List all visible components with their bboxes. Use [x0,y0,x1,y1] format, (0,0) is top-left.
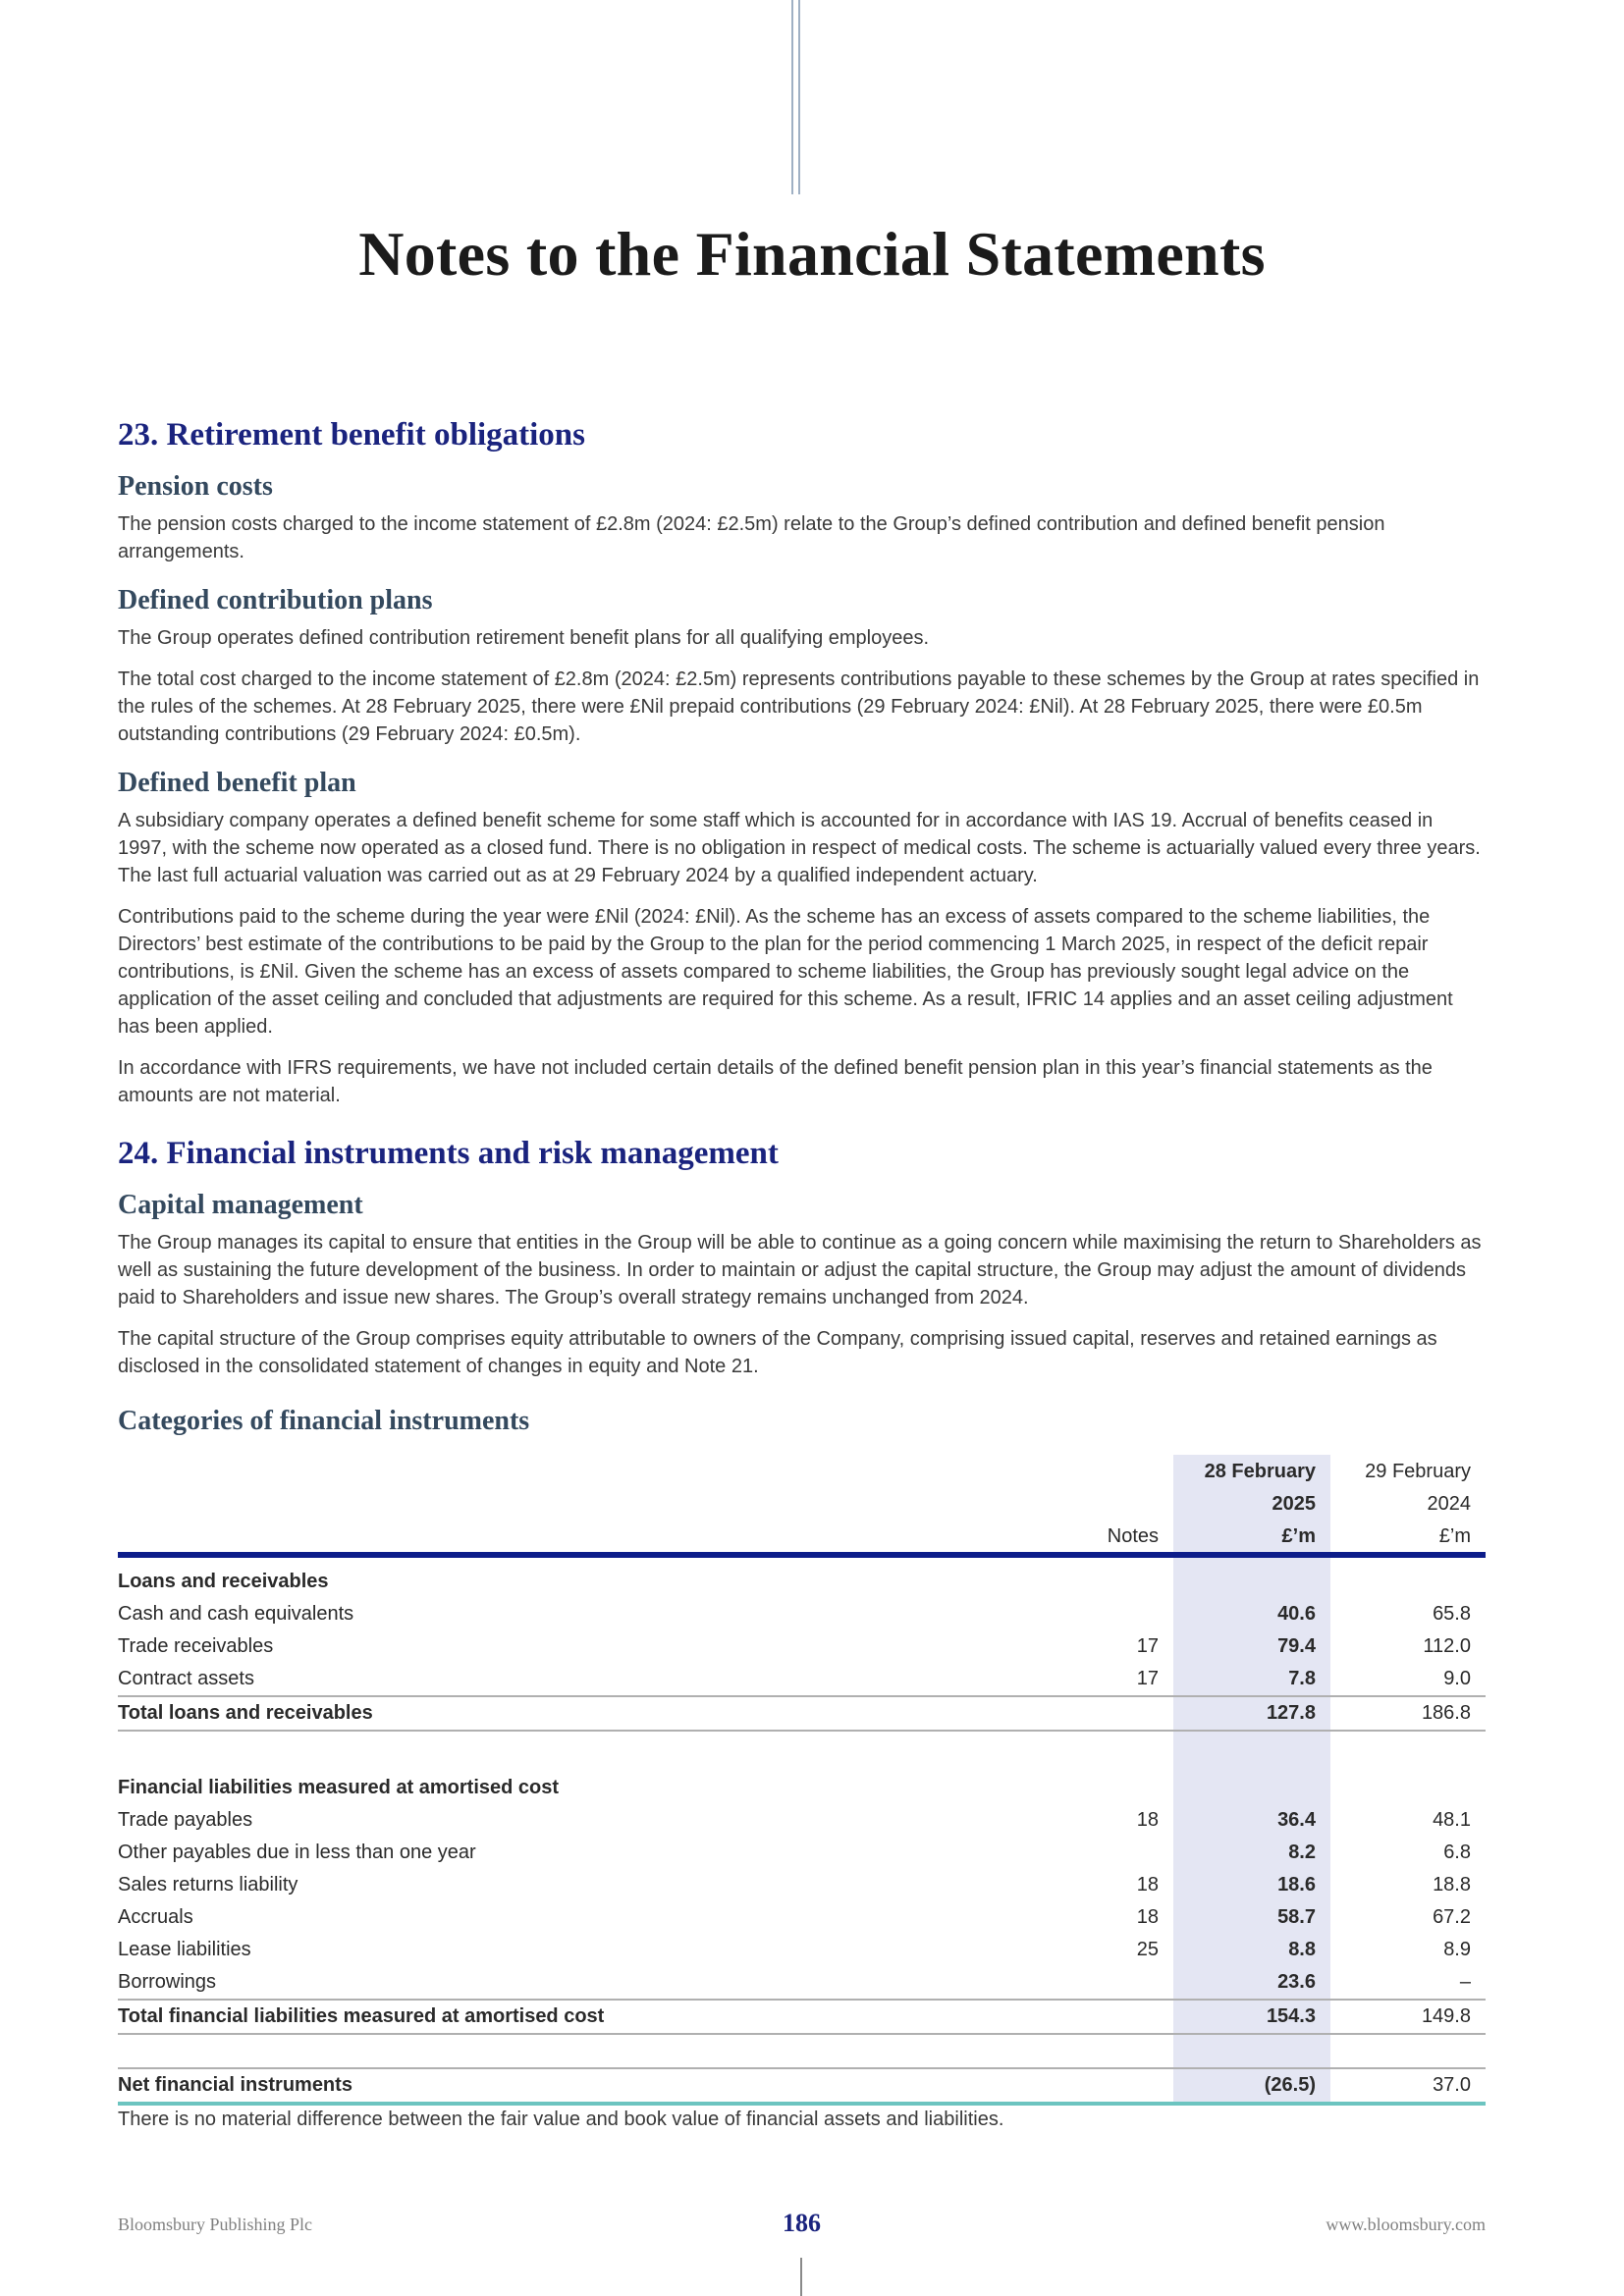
row-label: Contract assets [118,1668,254,1690]
table-footnote: There is no material difference between the fair value and book value of financial assets and liabilities. [118,2109,1004,2131]
row-note: 18 [1136,1809,1159,1832]
note-24-section [118,1135,1486,2133]
row-current-value: 23.6 [1173,1966,1330,2000]
total-previous-value: 186.8 [1330,1696,1486,1731]
row-label: Trade receivables [118,1635,274,1658]
row-label: Sales returns liability [118,1874,298,1896]
total-label: Total financial liabilities measured at amortised cost [118,2000,1056,2034]
table-row [118,1901,1486,1934]
defined-benefit-paragraph: Contributions paid to the scheme during the year were £Nil (2024: £Nil). As the scheme has an excess of assets compared to the scheme liabilities, the Directors’ best estimate of the contributions to be paid by the Group to the plan for the period commencing 1 March 2025, in respect of the deficit repair contributions, is £Nil. Given the scheme has an excess of assets compared to scheme liabilities, the Group has previously sought legal advice on the application of the asset ceiling and concluded that adjustments are required for this scheme. As a result, IFRIC 14 applies and an asset ceiling adjustment has been applied. [118,906,1453,1039]
row-previous-value: 112.0 [1423,1635,1471,1658]
row-label: Lease liabilities [118,1939,251,1961]
table-total-row [118,1696,1486,1731]
defined-contribution-paragraph: The total cost charged to the income statement of £2.8m (2024: £2.5m) represents contributions payable to these schemes by the Group at rates specified in the rules of the schemes. At 28 February 2025, there were £Nil prepaid contributions (29 February 2024: £Nil). At 28 February 2025, there were £0.5m outstanding contributions (29 February 2024: £0.5m). [118,667,1480,745]
pension-costs-heading: Pension costs [118,470,273,502]
capital-management-paragraph: The capital structure of the Group comprises equity attributable to owners of the Company, comprising issued capital, reserves and retained earnings as disclosed in the consolidated statement of changes in equity and Note 21. [118,1327,1437,1377]
row-current-value: 7.8 [1173,1663,1330,1696]
net-financial-instruments-row [118,2068,1486,2104]
footer-company: Bloomsbury Publishing Plc [118,2215,313,2234]
row-current-value: 79.4 [1173,1630,1330,1663]
defined-benefit-paragraph: In accordance with IFRS requirements, we have not included certain details of the defined benefit pension plan in this year’s financial statements as the amounts are not material. [118,1057,1433,1107]
row-previous-value: 9.0 [1443,1668,1471,1690]
previous-period-header-line2: 2024 [1427,1493,1471,1516]
notes-column-header: Notes [1056,1520,1173,1555]
row-note [1056,1966,1173,2000]
capital-management-paragraph: The Group manages its capital to ensure that entities in the Group will be able to continue as a going concern while maximising the return to Shareholders as well as sustaining the future development of the business. In order to maintain or adjust the capital structure, the Group may adjust the amount of dividends paid to Shareholders and issue new shares. The Group’s overall strategy remains unchanged from 2024. [118,1231,1482,1308]
table-row [118,1804,1486,1837]
financial-instruments-table [118,1455,1486,2106]
row-current-value: 58.7 [1173,1901,1330,1934]
row-note: 18 [1136,1906,1159,1929]
total-current-value: 127.8 [1173,1696,1330,1731]
pension-costs-paragraph: The pension costs charged to the income statement of £2.8m (2024: £2.5m) relate to the Group’s defined contribution and defined benefit pension arrangements. [118,512,1385,562]
row-label: Trade payables [118,1809,253,1832]
row-previous-value: 65.8 [1433,1603,1471,1626]
current-period-unit: £’m [1173,1520,1330,1555]
row-current-value: 18.6 [1173,1869,1330,1901]
categories-heading: Categories of financial instruments [118,1405,530,1436]
current-period-header-line2: 2025 [1173,1487,1330,1520]
net-previous-value: 37.0 [1330,2068,1486,2104]
row-note: 17 [1136,1635,1159,1658]
row-previous-value: 6.8 [1443,1842,1471,1864]
defined-benefit-paragraph: A subsidiary company operates a defined benefit scheme for some staff which is accounted for in accordance with IAS 19. Accrual of benefits ceased in 1997, with the scheme now operated as a closed fund. There is no obligation in respect of medical costs. The scheme is actuarially valued every three years. The last full actuarial valuation was carried out as at 29 February 2024 by a qualified independent actuary. [118,810,1481,887]
table-group-heading: Financial liabilities measured at amortised cost [118,1764,1486,1804]
row-previous-value: 67.2 [1433,1906,1471,1929]
page-footer [118,2209,1486,2244]
row-note [1056,1598,1173,1630]
row-previous-value: – [1459,1971,1471,1994]
row-label: Cash and cash equivalents [118,1603,354,1626]
row-current-value: 40.6 [1173,1598,1330,1630]
row-note: 17 [1136,1668,1159,1690]
row-previous-value: 8.9 [1443,1939,1471,1961]
row-note: 25 [1136,1939,1159,1961]
row-previous-value: 18.8 [1433,1874,1471,1896]
table-group-heading: Loans and receivables [118,1555,1486,1598]
row-label: Accruals [118,1906,193,1929]
page-title: Notes to the Financial Statements [358,219,1266,289]
table-row [118,1869,1486,1901]
note-23-heading: 23. Retirement benefit obligations [118,417,586,453]
row-current-value: 8.2 [1173,1837,1330,1869]
table-row [118,1966,1486,2000]
page-content [118,416,1486,2147]
row-label: Borrowings [118,1971,217,1994]
table-row [118,1630,1486,1663]
page-number: 186 [783,2209,821,2237]
table-row [118,1934,1486,1966]
row-current-value: 36.4 [1173,1804,1330,1837]
previous-period-header-line1: 29 February [1365,1461,1471,1483]
row-note: 18 [1136,1874,1159,1896]
row-note [1056,1837,1173,1869]
row-previous-value: 48.1 [1433,1809,1471,1832]
table-row [118,1663,1486,1696]
current-period-header-line1: 28 February [1173,1455,1330,1487]
defined-contribution-heading: Defined contribution plans [118,584,433,615]
previous-period-unit: £’m [1330,1520,1486,1555]
net-current-value: (26.5) [1173,2068,1330,2104]
top-decorative-rule [791,0,801,194]
bottom-decorative-rule [800,2258,802,2296]
defined-contribution-paragraph: The Group operates defined contribution retirement benefit plans for all qualifying employees. [118,626,930,649]
defined-benefit-heading: Defined benefit plan [118,767,356,798]
row-current-value: 8.8 [1173,1934,1330,1966]
total-label: Total loans and receivables [118,1696,1056,1731]
total-current-value: 154.3 [1173,2000,1330,2034]
capital-management-heading: Capital management [118,1189,363,1220]
footer-website[interactable]: www.bloomsbury.com [1326,2215,1486,2234]
net-label: Net financial instruments [118,2068,1056,2104]
note-24-heading: 24. Financial instruments and risk management [118,1136,779,1172]
table-row [118,1837,1486,1869]
row-label: Other payables due in less than one year [118,1842,476,1864]
table-total-row [118,2000,1486,2034]
total-previous-value: 149.8 [1330,2000,1486,2034]
note-23-section [118,416,1486,1135]
table-row [118,1598,1486,1630]
